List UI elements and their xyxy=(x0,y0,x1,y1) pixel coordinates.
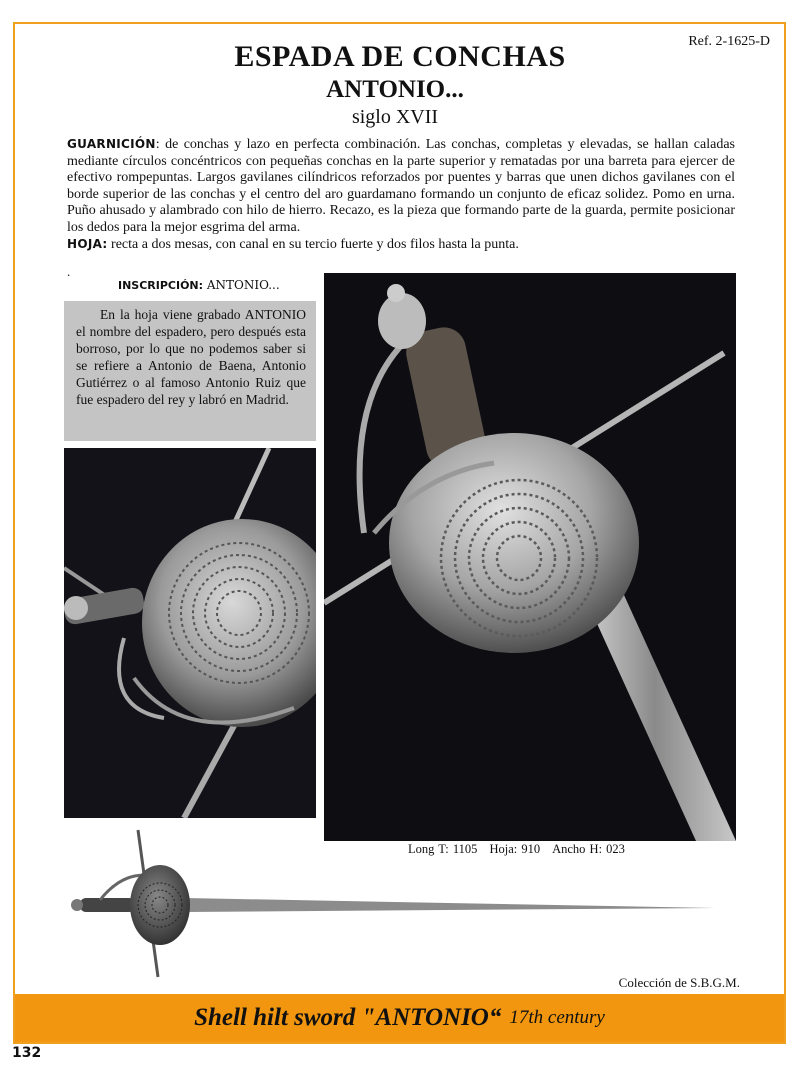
description-text xyxy=(67,136,735,254)
length-total: Long T: 1105 xyxy=(408,842,478,856)
page-subtitle: ANTONIO... xyxy=(326,76,464,103)
hoja-label: HOJA: xyxy=(67,237,108,251)
century-label: siglo XVII xyxy=(351,106,439,128)
hilt-photo xyxy=(324,273,736,841)
page-title: ESPADA DE CONCHAS xyxy=(234,40,566,73)
collection-credit: Colección de S.B.G.M. xyxy=(618,975,740,990)
inscription-value: ANTONIO... xyxy=(203,278,280,292)
banner-subtitle: 17th century xyxy=(509,1007,605,1028)
page-number: 132 xyxy=(12,1045,42,1061)
inscription-line xyxy=(118,278,280,292)
inscription-label: INSCRIPCIÓN: xyxy=(118,279,204,292)
stray-dot: . xyxy=(67,264,71,279)
banner-title: Shell hilt sword "ANTONIO“ xyxy=(194,1004,502,1031)
blade-length: Hoja: 910 xyxy=(489,842,541,856)
english-title-banner xyxy=(15,994,784,1042)
guard-closeup-photo xyxy=(64,448,316,818)
guarnicion-text: : de conchas y lazo en perfecta combinación. Las conchas, completas y elevadas, se hallan caladas mediante círculos concéntricos con pequeñas conchas en la parte superior y rematadas por una barreta para ejercer de efectivo rompepuntas. Largos gavilanes cilíndricos reforzados por puentes y barras que unen dichos gavilanes con el borde superior de las conchas y el centro del aro guardamano formando un conjunto de eficaz solidez. Pomo en urna. Puño ahusado y alambrado con hilo de hierro. Recazo, es la pieza que formando parte de la guarda, permite posicionar los dedos para la mejor esgrima del arma. xyxy=(67,137,735,235)
blade-width: Ancho H: 023 xyxy=(552,842,625,856)
guarnicion-label: GUARNICIÓN xyxy=(67,137,156,151)
note-box: En la hoja viene grabado ANTONIO el nombre del espadero, pero después esta borroso, por lo que no podemos saber si se refiere a Antonio de Baena, Antonio Gutiérrez o al famoso Antonio Ruiz que fue espadero del rey y labró en Madrid. xyxy=(64,301,316,441)
reference-number: Ref. 2-1625-D xyxy=(688,34,770,49)
full-sword-photo xyxy=(70,822,720,982)
hoja-text: recta a dos mesas, con canal en su tercio fuerte y dos filos hasta la punta. xyxy=(107,237,519,252)
